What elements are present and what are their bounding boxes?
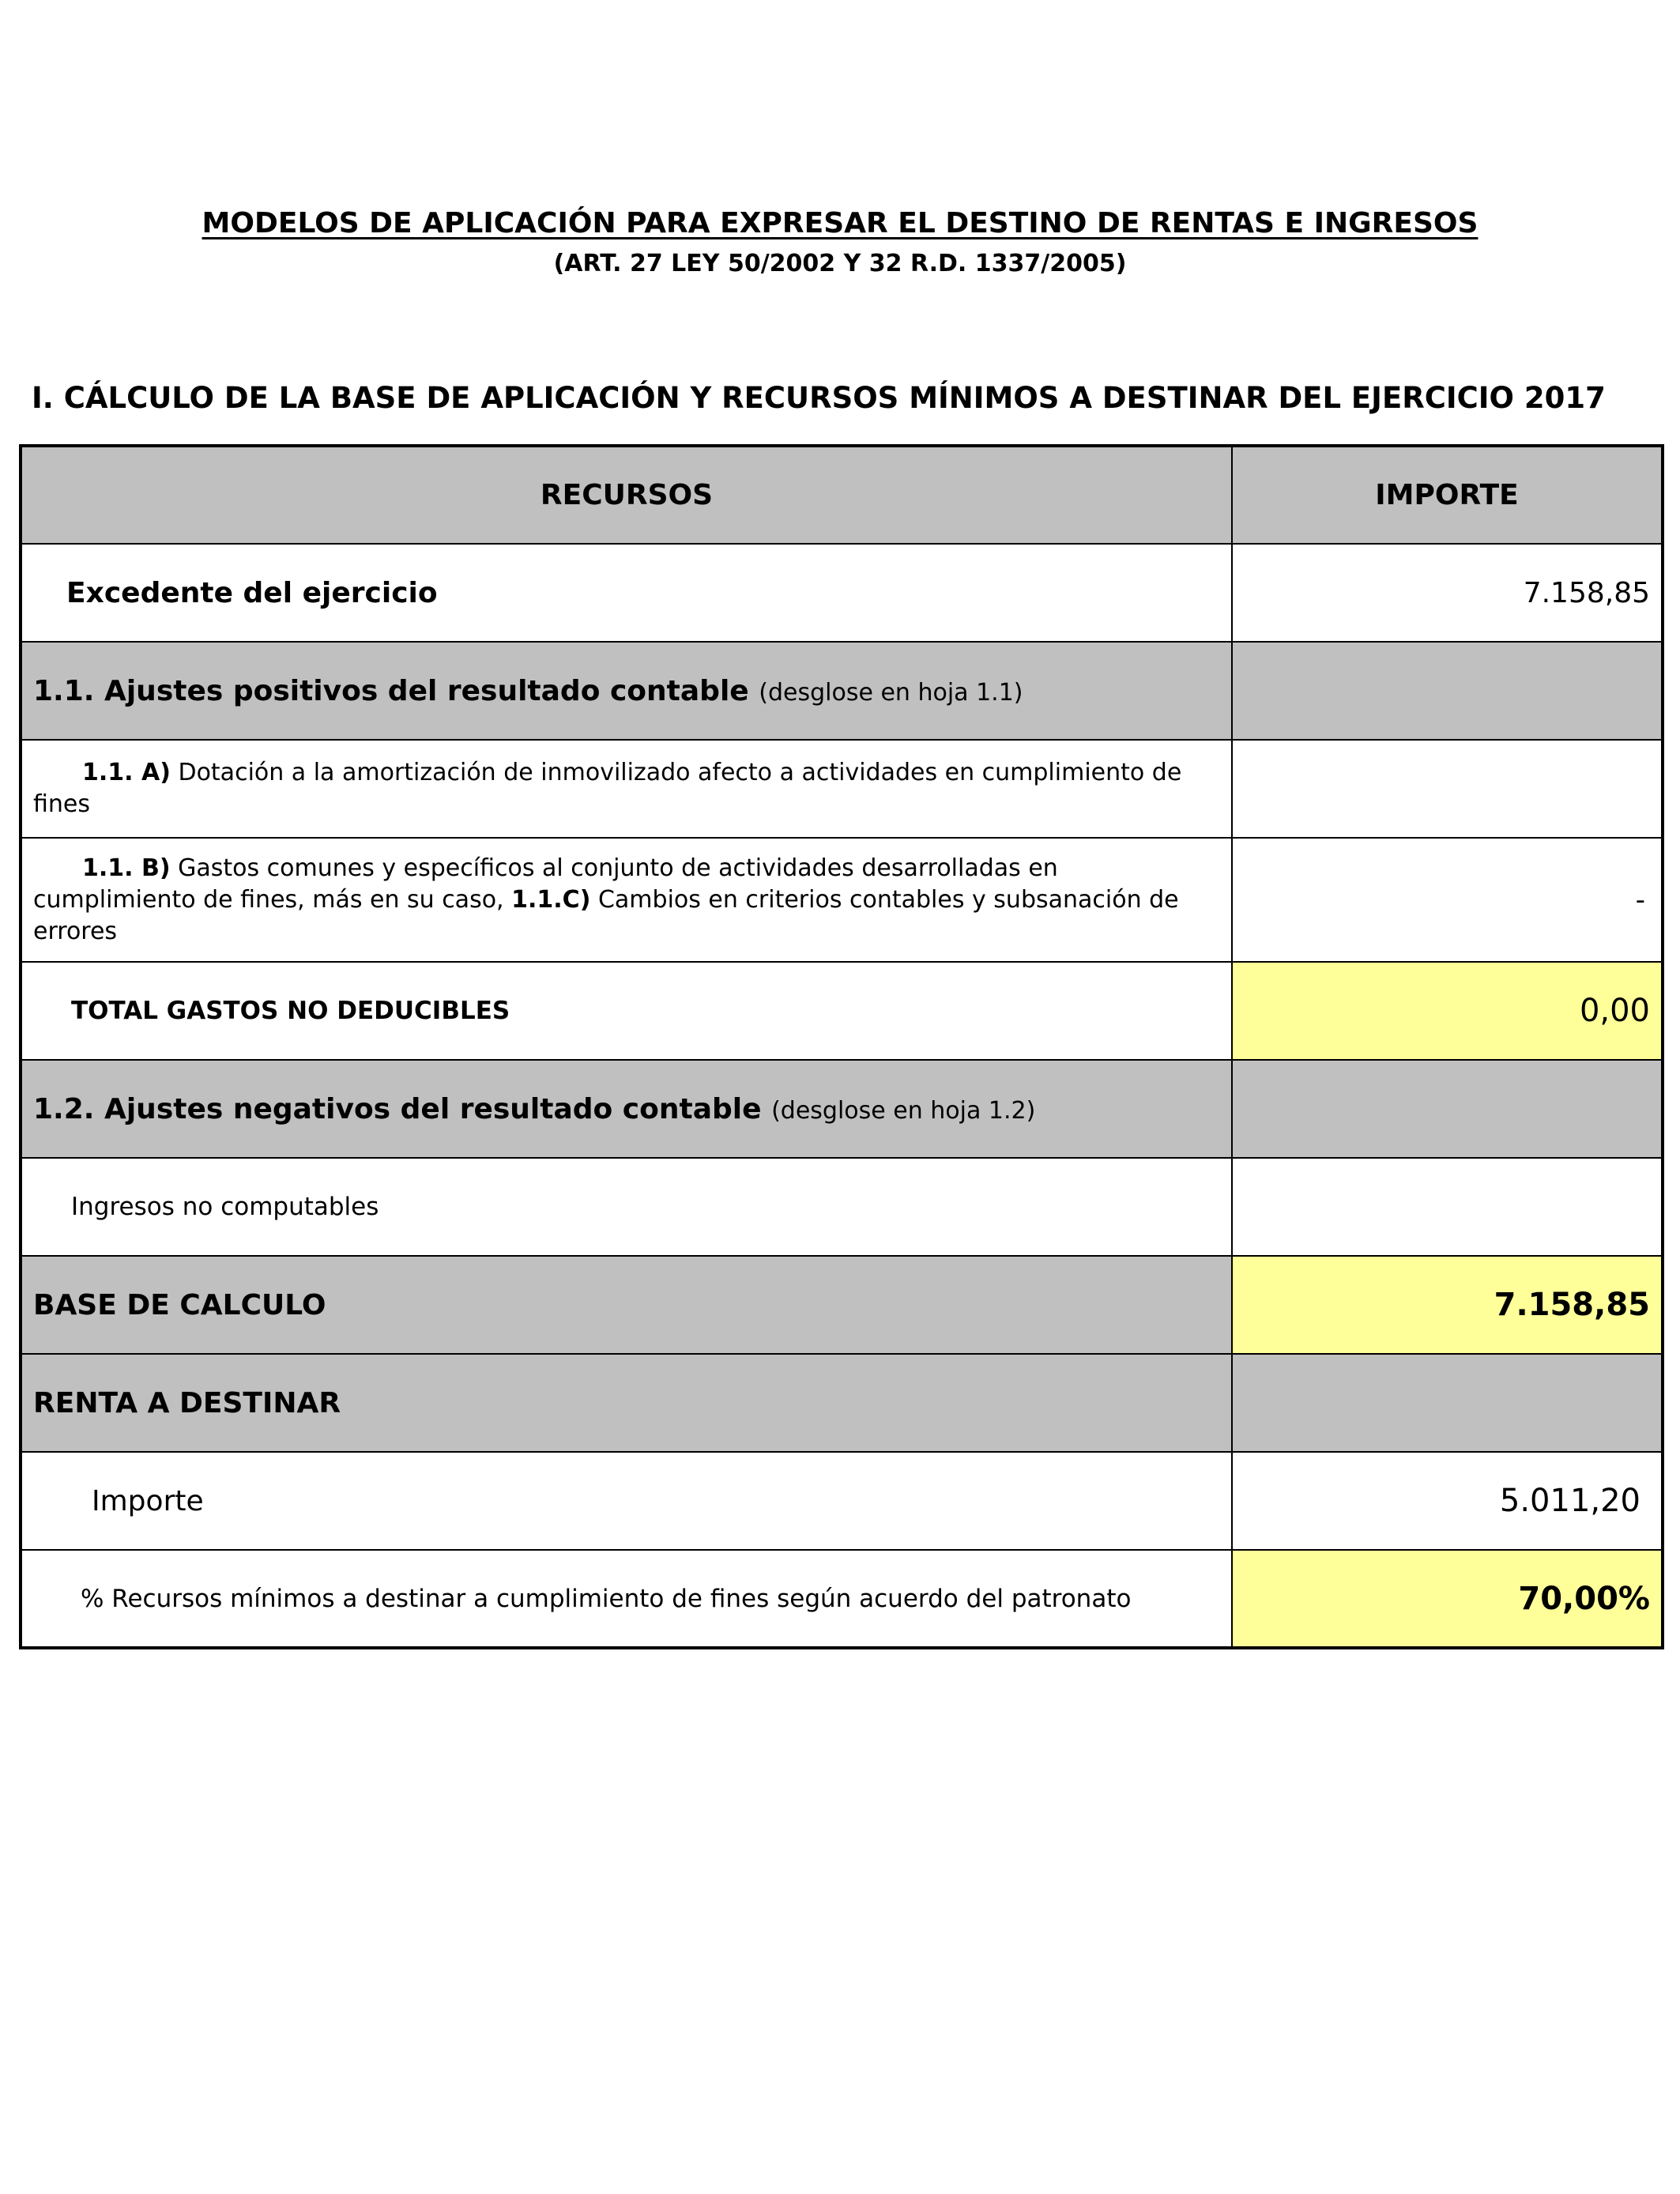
item-a-code: 1.1. A) bbox=[82, 759, 171, 786]
page-subtitle: (ART. 27 LEY 50/2002 Y 32 R.D. 1337/2005) bbox=[553, 250, 1127, 277]
row-ajustes-negativos bbox=[21, 1060, 1663, 1158]
ajustes-positivos-value bbox=[1232, 642, 1663, 740]
item-c-code: 1.1.C) bbox=[511, 885, 591, 914]
porcentaje-value: 70,00% bbox=[1232, 1550, 1663, 1648]
row-renta-destinar bbox=[21, 1354, 1663, 1452]
ajustes-positivos-note: (desglose en hoja 1.1) bbox=[759, 678, 1023, 707]
row-importe bbox=[21, 1452, 1663, 1550]
renta-destinar-value bbox=[1232, 1354, 1663, 1452]
item-b-text2: Cambios en criterios contables y subsanación de errores bbox=[33, 885, 1179, 945]
importe-value: 5.011,20 bbox=[1232, 1452, 1663, 1550]
ingresos-value bbox=[1232, 1158, 1663, 1256]
section-title: I. CÁLCULO DE LA BASE DE APLICACIÓN Y RECURSOS MÍNIMOS A DESTINAR DEL EJERCICIO 2017 bbox=[32, 381, 1606, 415]
item-b-value: - bbox=[1232, 838, 1663, 962]
page-title bbox=[0, 207, 1680, 239]
base-calculo-value: 7.158,85 bbox=[1232, 1256, 1663, 1354]
resources-table bbox=[19, 444, 1664, 1649]
excedente-label: Excedente del ejercicio bbox=[21, 544, 1232, 642]
excedente-value: 7.158,85 bbox=[1232, 544, 1663, 642]
importe-label: Importe bbox=[21, 1452, 1232, 1550]
total-gastos-value: 0,00 bbox=[1232, 962, 1663, 1060]
row-ajustes-positivos bbox=[21, 642, 1663, 740]
header-recursos: RECURSOS bbox=[21, 446, 1232, 544]
total-gastos-label: TOTAL GASTOS NO DEDUCIBLES bbox=[21, 962, 1232, 1060]
row-porcentaje bbox=[21, 1550, 1663, 1648]
ajustes-positivos-cell bbox=[21, 642, 1232, 740]
item-b-code: 1.1. B) bbox=[82, 854, 171, 882]
item-b-text1: Gastos comunes y específicos al conjunto de actividades desarrolladas en cumplimiento de fines, más en su caso, bbox=[33, 854, 1058, 914]
page-title-text: MODELOS DE APLICACIÓN PARA EXPRESAR EL DESTINO DE RENTAS E INGRESOS bbox=[202, 207, 1478, 239]
row-total-gastos bbox=[21, 962, 1663, 1060]
renta-destinar-label: RENTA A DESTINAR bbox=[21, 1354, 1232, 1452]
header-importe: IMPORTE bbox=[1232, 446, 1663, 544]
porcentaje-label: % Recursos mínimos a destinar a cumplimiento de fines según acuerdo del patronato bbox=[21, 1550, 1232, 1648]
item-b-cell bbox=[21, 838, 1232, 962]
row-ingresos bbox=[21, 1158, 1663, 1256]
ingresos-label: Ingresos no computables bbox=[21, 1158, 1232, 1256]
item-a-text: Dotación a la amortización de inmovilizado afecto a actividades en cumplimiento de fines bbox=[33, 759, 1182, 818]
ajustes-negativos-note: (desglose en hoja 1.2) bbox=[771, 1096, 1036, 1125]
row-item-b bbox=[21, 838, 1663, 962]
ajustes-positivos-label: 1.1. Ajustes positivos del resultado contable bbox=[33, 674, 749, 707]
row-base-calculo bbox=[21, 1256, 1663, 1354]
item-a-cell bbox=[21, 740, 1232, 838]
row-excedente bbox=[21, 544, 1663, 642]
ajustes-negativos-value bbox=[1232, 1060, 1663, 1158]
table-header-row bbox=[21, 446, 1663, 544]
ajustes-negativos-cell bbox=[21, 1060, 1232, 1158]
base-calculo-label: BASE DE CALCULO bbox=[21, 1256, 1232, 1354]
row-item-a bbox=[21, 740, 1663, 838]
item-a-value bbox=[1232, 740, 1663, 838]
ajustes-negativos-label: 1.2. Ajustes negativos del resultado contable bbox=[33, 1092, 762, 1125]
